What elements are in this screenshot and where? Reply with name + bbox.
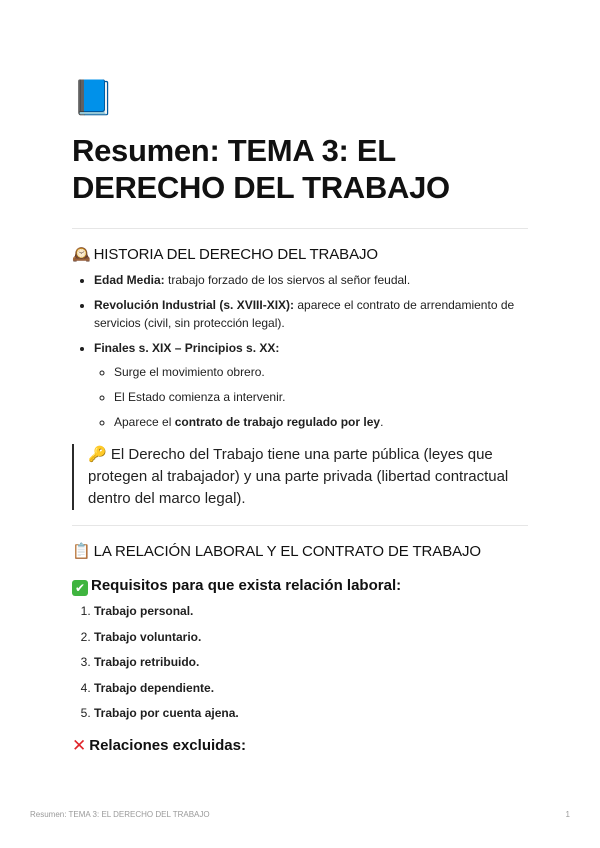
sub-list-item-prefix: Aparece el — [114, 415, 175, 429]
blue-book-icon: 📘 — [72, 79, 115, 117]
history-list — [72, 271, 528, 431]
requirements-heading — [72, 576, 528, 596]
sub-list-item: ◦ Surge el movimiento obrero. — [114, 363, 528, 381]
divider — [72, 228, 528, 229]
requirements-list — [72, 602, 528, 722]
check-mark-icon: ✔ — [72, 580, 88, 596]
section-heading-historia — [72, 245, 528, 265]
list-item — [94, 271, 528, 289]
list-item — [94, 296, 528, 332]
requirement-text: Trabajo personal. — [94, 604, 194, 618]
list-item — [94, 653, 528, 671]
excluded-heading — [72, 736, 528, 756]
requirements-heading-text: Requisitos para que exista relación laboral: — [91, 577, 402, 594]
callout-quote — [72, 444, 528, 510]
list-item — [94, 628, 528, 646]
list-item-label: Revolución Industrial (s. XVIII-XIX): — [94, 298, 295, 312]
sub-list-item-suffix: . — [380, 415, 384, 429]
footer-title: Resumen: TEMA 3: EL DERECHO DEL TRABAJO — [30, 810, 210, 819]
requirement-text: Trabajo voluntario. — [94, 629, 202, 644]
section-heading-text: HISTORIA DEL DERECHO DEL TRABAJO — [93, 246, 378, 263]
list-item-text: aparece el contrato de arrendamiento de servicios (civil, sin protección legal). — [94, 298, 515, 330]
list-item-text: trabajo forzado de los siervos al señor feudal. — [164, 273, 411, 287]
list-item — [94, 679, 528, 697]
requirement-text: Trabajo por cuenta ajena. — [94, 706, 239, 720]
section-heading-relacion — [72, 542, 528, 562]
mantelpiece-clock-icon: 🕰️ — [72, 246, 91, 263]
divider — [72, 525, 528, 526]
sub-list — [94, 363, 528, 431]
list-item-label: Finales s. XIX – Principios s. XX: — [94, 341, 280, 355]
sub-list-item: ◦ El Estado comienza a intervenir. — [114, 388, 528, 406]
key-icon: 🔑 — [88, 446, 107, 463]
sub-list-item-bold: contrato de trabajo regulado por ley — [174, 415, 381, 429]
clipboard-icon: 📋 — [72, 543, 91, 560]
page-footer — [30, 810, 570, 819]
list-item — [94, 339, 528, 431]
list-item — [94, 704, 528, 722]
sub-list-item — [114, 413, 528, 431]
list-item — [94, 602, 528, 620]
list-item-label: Edad Media: — [94, 273, 165, 287]
page-title: Resumen: TEMA 3: EL DERECHO DEL TRABAJO — [72, 133, 450, 205]
excluded-heading-text: Relaciones excluidas: — [89, 737, 246, 754]
cross-mark-icon: ✕ — [72, 736, 87, 755]
quote-text: El Derecho del Trabajo tiene una parte pública (leyes que protegen al trabajador) y una parte privada (libertad contractual dentro del marco legal). — [88, 446, 509, 507]
requirement-text: Trabajo dependiente. — [94, 680, 215, 695]
requirement-text: Trabajo retribuido. — [94, 655, 200, 669]
document-page — [72, 78, 528, 756]
section-heading-text: LA RELACIÓN LABORAL Y EL CONTRATO DE TRABAJO — [93, 543, 481, 560]
page-number: 1 — [565, 810, 570, 819]
